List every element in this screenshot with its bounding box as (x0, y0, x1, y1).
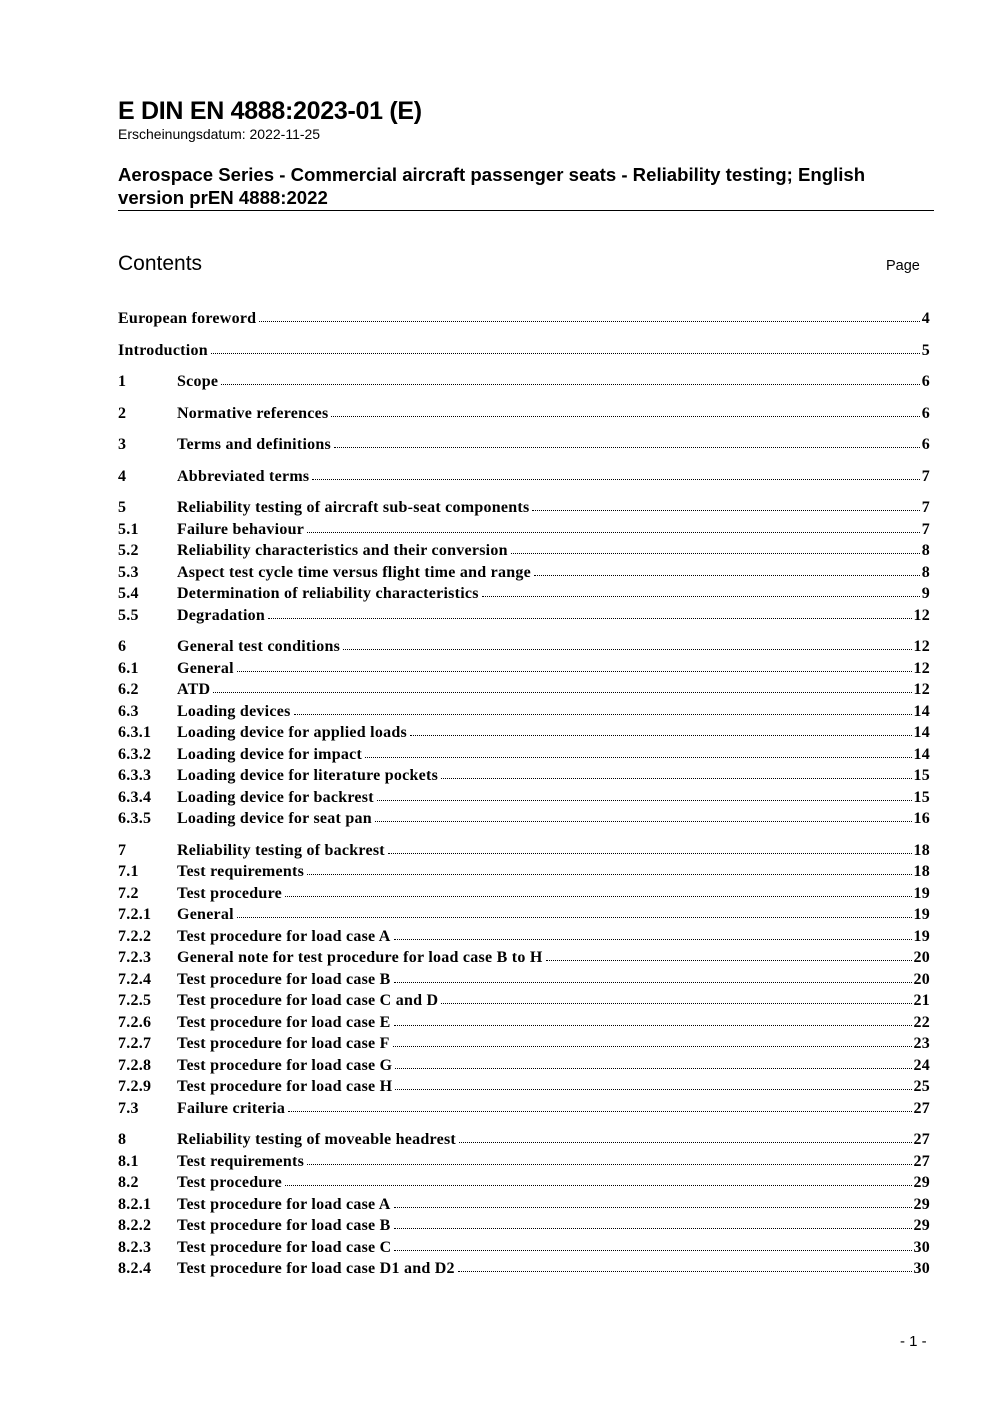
toc-dot-leader (213, 692, 911, 693)
toc-entry-title: Test procedure for load case H (177, 1078, 393, 1095)
toc-entry-number: 7.3 (118, 1099, 139, 1117)
toc-dot-leader (394, 1250, 911, 1251)
toc-entry-number: 6.3.5 (118, 810, 152, 827)
toc-entry[interactable] (118, 542, 930, 564)
toc-entry-page: 18 (913, 841, 930, 859)
toc-entry-number: 6.3.2 (118, 745, 152, 763)
toc-entry[interactable] (118, 1100, 930, 1122)
toc-entry[interactable] (118, 724, 930, 746)
toc-entry[interactable] (118, 1239, 930, 1261)
toc-entry[interactable] (118, 585, 930, 607)
toc-entry-page: 14 (913, 745, 930, 763)
toc-dot-leader (546, 960, 912, 961)
toc-entry-number: 6.1 (118, 659, 139, 677)
toc-entry-title: Test procedure for load case E (177, 1013, 391, 1031)
toc-entry-page: 19 (913, 884, 930, 902)
toc-entry[interactable] (118, 1131, 930, 1153)
toc-dot-leader (441, 1003, 911, 1004)
toc-entry-page: 27 (913, 1099, 930, 1117)
toc-entry-page: 14 (913, 724, 930, 741)
toc-dot-leader (395, 1068, 911, 1069)
toc-entry-page: 12 (913, 606, 930, 624)
toc-entry[interactable] (118, 746, 930, 768)
toc-entry-title: General note for test procedure for load case B to H (177, 949, 543, 966)
toc-entry[interactable] (118, 810, 930, 832)
toc-entry-number: 8.2.1 (118, 1195, 152, 1213)
toc-entry-page: 9 (921, 585, 930, 602)
toc-dot-leader (221, 384, 920, 385)
toc-entry-page: 12 (913, 681, 930, 698)
toc-dot-leader (394, 1207, 912, 1208)
toc-entry-number: 5.5 (118, 606, 139, 624)
toc-entry-number: 5.3 (118, 563, 139, 581)
toc-entry[interactable] (118, 885, 930, 907)
toc-entry-page: 29 (913, 1217, 930, 1234)
toc-entry-title: Aspect test cycle time versus flight time and range (177, 563, 531, 581)
toc-entry[interactable] (118, 681, 930, 703)
toc-entry-number: 1 (118, 373, 127, 390)
toc-entry[interactable] (118, 468, 930, 490)
toc-entry-page: 5 (921, 341, 930, 359)
toc-entry-number: 6.3.4 (118, 788, 152, 806)
toc-entry-page: 29 (913, 1195, 930, 1213)
toc-entry-title: Loading device for impact (177, 745, 363, 763)
toc-dot-leader (365, 757, 911, 758)
toc-entry-page: 6 (921, 436, 930, 453)
toc-entry-title: Reliability characteristics and their conversion (177, 542, 508, 559)
toc-entry-page: 8 (921, 563, 930, 581)
toc-dot-leader (294, 714, 912, 715)
toc-entry[interactable] (118, 971, 930, 993)
toc-dot-leader (268, 618, 911, 619)
toc-dot-leader (393, 1046, 912, 1047)
toc-entry[interactable] (118, 863, 930, 885)
toc-entry-page: 19 (913, 927, 930, 945)
toc-entry-title: Test procedure for load case F (177, 1035, 390, 1052)
toc-entry-title: Loading device for literature pockets (177, 767, 439, 784)
toc-entry-page: 29 (913, 1174, 930, 1191)
toc-entry-page: 24 (913, 1056, 930, 1074)
toc-dot-leader (511, 553, 920, 554)
toc-entry[interactable] (118, 992, 930, 1014)
toc-entry[interactable] (118, 405, 930, 427)
toc-entry-page: 16 (913, 810, 930, 827)
toc-entry-number: 7.2 (118, 884, 139, 902)
toc-entry-title: Test procedure (177, 1174, 282, 1191)
toc-entry-title: Test requirements (177, 863, 305, 880)
toc-entry-number: 6.2 (118, 681, 139, 698)
toc-entry-page: 6 (921, 404, 930, 422)
toc-entry-number: 7.2.4 (118, 970, 152, 988)
toc-entry-title: Test procedure for load case A (177, 927, 391, 945)
toc-entry-page: 12 (913, 659, 930, 677)
toc-entry[interactable] (118, 906, 930, 928)
toc-entry-number: 5.2 (118, 542, 139, 559)
toc-entry-number: 8 (118, 1131, 127, 1148)
toc-entry-page: 27 (913, 1152, 930, 1170)
toc-entry-number: 7.2.8 (118, 1056, 152, 1074)
toc-entry-title: Normative references (177, 404, 329, 422)
toc-entry-page: 23 (913, 1035, 930, 1052)
toc-entry[interactable] (118, 842, 930, 864)
page-column-heading: Page (886, 258, 920, 274)
toc-entry-number: 7.2.5 (118, 992, 152, 1009)
toc-entry-number: 5 (118, 499, 127, 516)
toc-entry-page: 15 (913, 767, 930, 784)
toc-entry-title: Test procedure for load case D1 and D2 (177, 1260, 455, 1277)
toc-entry-number: 7.2.6 (118, 1013, 152, 1031)
toc-entry-number: 7.2.2 (118, 927, 152, 945)
publication-date: Erscheinungsdatum: 2022-11-25 (118, 126, 321, 142)
toc-entry-number: 6.3 (118, 702, 139, 720)
toc-dot-leader (377, 800, 912, 801)
toc-entry[interactable] (118, 1196, 930, 1218)
toc-dot-leader (394, 1228, 912, 1229)
toc-entry[interactable] (118, 564, 930, 586)
toc-entry[interactable] (118, 789, 930, 811)
toc-entry-title: Abbreviated terms (177, 467, 310, 485)
toc-entry-page: 8 (921, 542, 930, 559)
toc-dot-leader (288, 1111, 911, 1112)
document-id: E DIN EN 4888:2023-01 (E) (118, 97, 422, 125)
toc-dot-leader (532, 510, 919, 511)
toc-entry-number: 8.2 (118, 1174, 139, 1191)
toc-dot-leader (312, 479, 919, 480)
toc-entry-page: 7 (921, 467, 930, 485)
toc-dot-leader (331, 416, 919, 417)
toc-dot-leader (534, 575, 920, 576)
toc-entry-page: 7 (921, 520, 930, 538)
toc-entry-page: 20 (913, 970, 930, 988)
toc-entry-title: European foreword (118, 310, 257, 327)
toc-entry-title: Introduction (118, 341, 208, 359)
toc-entry-page: 6 (921, 373, 930, 390)
toc-entry[interactable] (118, 1153, 930, 1175)
page-number: - 1 - (900, 1333, 927, 1350)
toc-entry-title: Loading device for seat pan (177, 810, 372, 827)
toc-dot-leader (458, 1271, 912, 1272)
toc-entry-page: 12 (913, 638, 930, 655)
toc-entry-title: Degradation (177, 606, 266, 624)
toc-entry[interactable] (118, 499, 930, 521)
toc-dot-leader (237, 671, 912, 672)
toc-entry-page: 7 (921, 499, 930, 516)
toc-dot-leader (395, 1089, 911, 1090)
title-divider (118, 210, 934, 211)
table-of-contents (118, 310, 930, 1282)
toc-entry-title: General test conditions (177, 638, 341, 655)
toc-entry-number: 8.1 (118, 1152, 139, 1170)
toc-dot-leader (307, 1164, 911, 1165)
toc-entry[interactable] (118, 1078, 930, 1100)
toc-entry-title: Scope (177, 373, 219, 390)
toc-entry-number: 4 (118, 467, 127, 485)
toc-dot-leader (237, 917, 912, 918)
toc-entry-title: Loading device for applied loads (177, 724, 407, 741)
toc-entry-page: 30 (913, 1260, 930, 1277)
toc-entry[interactable] (118, 928, 930, 950)
toc-entry[interactable] (118, 703, 930, 725)
toc-entry[interactable] (118, 436, 930, 458)
toc-entry-number: 7 (118, 841, 127, 859)
toc-entry-page: 18 (913, 863, 930, 880)
toc-entry[interactable] (118, 638, 930, 660)
toc-dot-leader (410, 735, 912, 736)
toc-entry-title: Failure behaviour (177, 520, 305, 538)
toc-dot-leader (459, 1142, 911, 1143)
toc-entry-title: Reliability testing of backrest (177, 841, 385, 859)
toc-entry-number: 5.1 (118, 520, 139, 538)
toc-entry-number: 7.2.9 (118, 1078, 152, 1095)
toc-entry-title: Test procedure for load case B (177, 1217, 391, 1234)
toc-entry[interactable] (118, 1174, 930, 1196)
toc-dot-leader (482, 596, 920, 597)
toc-entry-page: 15 (913, 788, 930, 806)
toc-entry[interactable] (118, 1035, 930, 1057)
toc-entry-title: General (177, 659, 234, 677)
toc-dot-leader (285, 1185, 912, 1186)
toc-entry-title: Test procedure for load case B (177, 970, 391, 988)
toc-entry[interactable] (118, 521, 930, 543)
toc-entry-page: 27 (913, 1131, 930, 1148)
toc-entry-page: 20 (913, 949, 930, 966)
toc-dot-leader (343, 649, 911, 650)
toc-entry-number: 6.3.3 (118, 767, 152, 784)
toc-entry-number: 7.2.3 (118, 949, 152, 966)
toc-entry[interactable] (118, 1217, 930, 1239)
toc-entry[interactable] (118, 342, 930, 364)
toc-entry-title: Reliability testing of aircraft sub-seat components (177, 499, 530, 516)
toc-entry-number: 7.1 (118, 863, 139, 880)
toc-dot-leader (334, 447, 920, 448)
toc-entry[interactable] (118, 1057, 930, 1079)
toc-entry-number: 8.2.2 (118, 1217, 152, 1234)
toc-entry-number: 7.2.7 (118, 1035, 152, 1052)
toc-dot-leader (394, 982, 912, 983)
toc-entry-number: 7.2.1 (118, 906, 152, 923)
toc-entry-title: Test requirements (177, 1152, 305, 1170)
toc-dot-leader (394, 1025, 912, 1026)
document-title: Aerospace Series - Commercial aircraft passenger seats - Reliability testing; English version prEN 4888:2022 (118, 164, 866, 208)
toc-entry-title: Loading device for backrest (177, 788, 374, 806)
toc-dot-leader (307, 874, 911, 875)
toc-dot-leader (285, 896, 912, 897)
toc-entry-page: 30 (913, 1238, 930, 1256)
toc-entry-number: 3 (118, 436, 127, 453)
toc-dot-leader (441, 778, 911, 779)
toc-entry-title: Terms and definitions (177, 436, 332, 453)
toc-entry-number: 6.3.1 (118, 724, 152, 741)
toc-dot-leader (307, 532, 920, 533)
toc-entry-title: Test procedure (177, 884, 282, 902)
toc-dot-leader (259, 321, 919, 322)
toc-entry[interactable] (118, 1260, 930, 1282)
toc-entry-title: Determination of reliability characteristics (177, 585, 479, 602)
toc-entry[interactable] (118, 310, 930, 332)
toc-entry-page: 4 (921, 310, 930, 327)
toc-entry-title: Test procedure for load case C and D (177, 992, 439, 1009)
toc-entry[interactable] (118, 373, 930, 395)
toc-entry-title: Test procedure for load case C (177, 1238, 392, 1256)
toc-entry[interactable] (118, 949, 930, 971)
toc-entry[interactable] (118, 607, 930, 629)
toc-entry-title: Test procedure for load case A (177, 1195, 391, 1213)
toc-entry[interactable] (118, 660, 930, 682)
toc-entry-number: 5.4 (118, 585, 139, 602)
contents-heading: Contents (118, 252, 203, 275)
toc-entry-page: 14 (913, 702, 930, 720)
toc-entry-page: 19 (913, 906, 930, 923)
toc-entry-title: Reliability testing of moveable headrest (177, 1131, 457, 1148)
toc-entry[interactable] (118, 1014, 930, 1036)
toc-entry-number: 6 (118, 638, 127, 655)
toc-entry-page: 22 (913, 1013, 930, 1031)
toc-entry-number: 2 (118, 404, 127, 422)
toc-entry[interactable] (118, 767, 930, 789)
toc-entry-title: Loading devices (177, 702, 291, 720)
toc-entry-title: Test procedure for load case G (177, 1056, 393, 1074)
toc-entry-title: General (177, 906, 234, 923)
toc-dot-leader (388, 853, 912, 854)
toc-dot-leader (394, 939, 912, 940)
toc-dot-leader (211, 353, 920, 354)
toc-entry-title: Failure criteria (177, 1099, 286, 1117)
toc-entry-page: 21 (913, 992, 930, 1009)
toc-entry-number: 8.2.3 (118, 1238, 152, 1256)
toc-entry-page: 25 (913, 1078, 930, 1095)
toc-entry-number: 8.2.4 (118, 1260, 152, 1277)
toc-dot-leader (375, 821, 912, 822)
toc-entry-title: ATD (177, 681, 211, 698)
